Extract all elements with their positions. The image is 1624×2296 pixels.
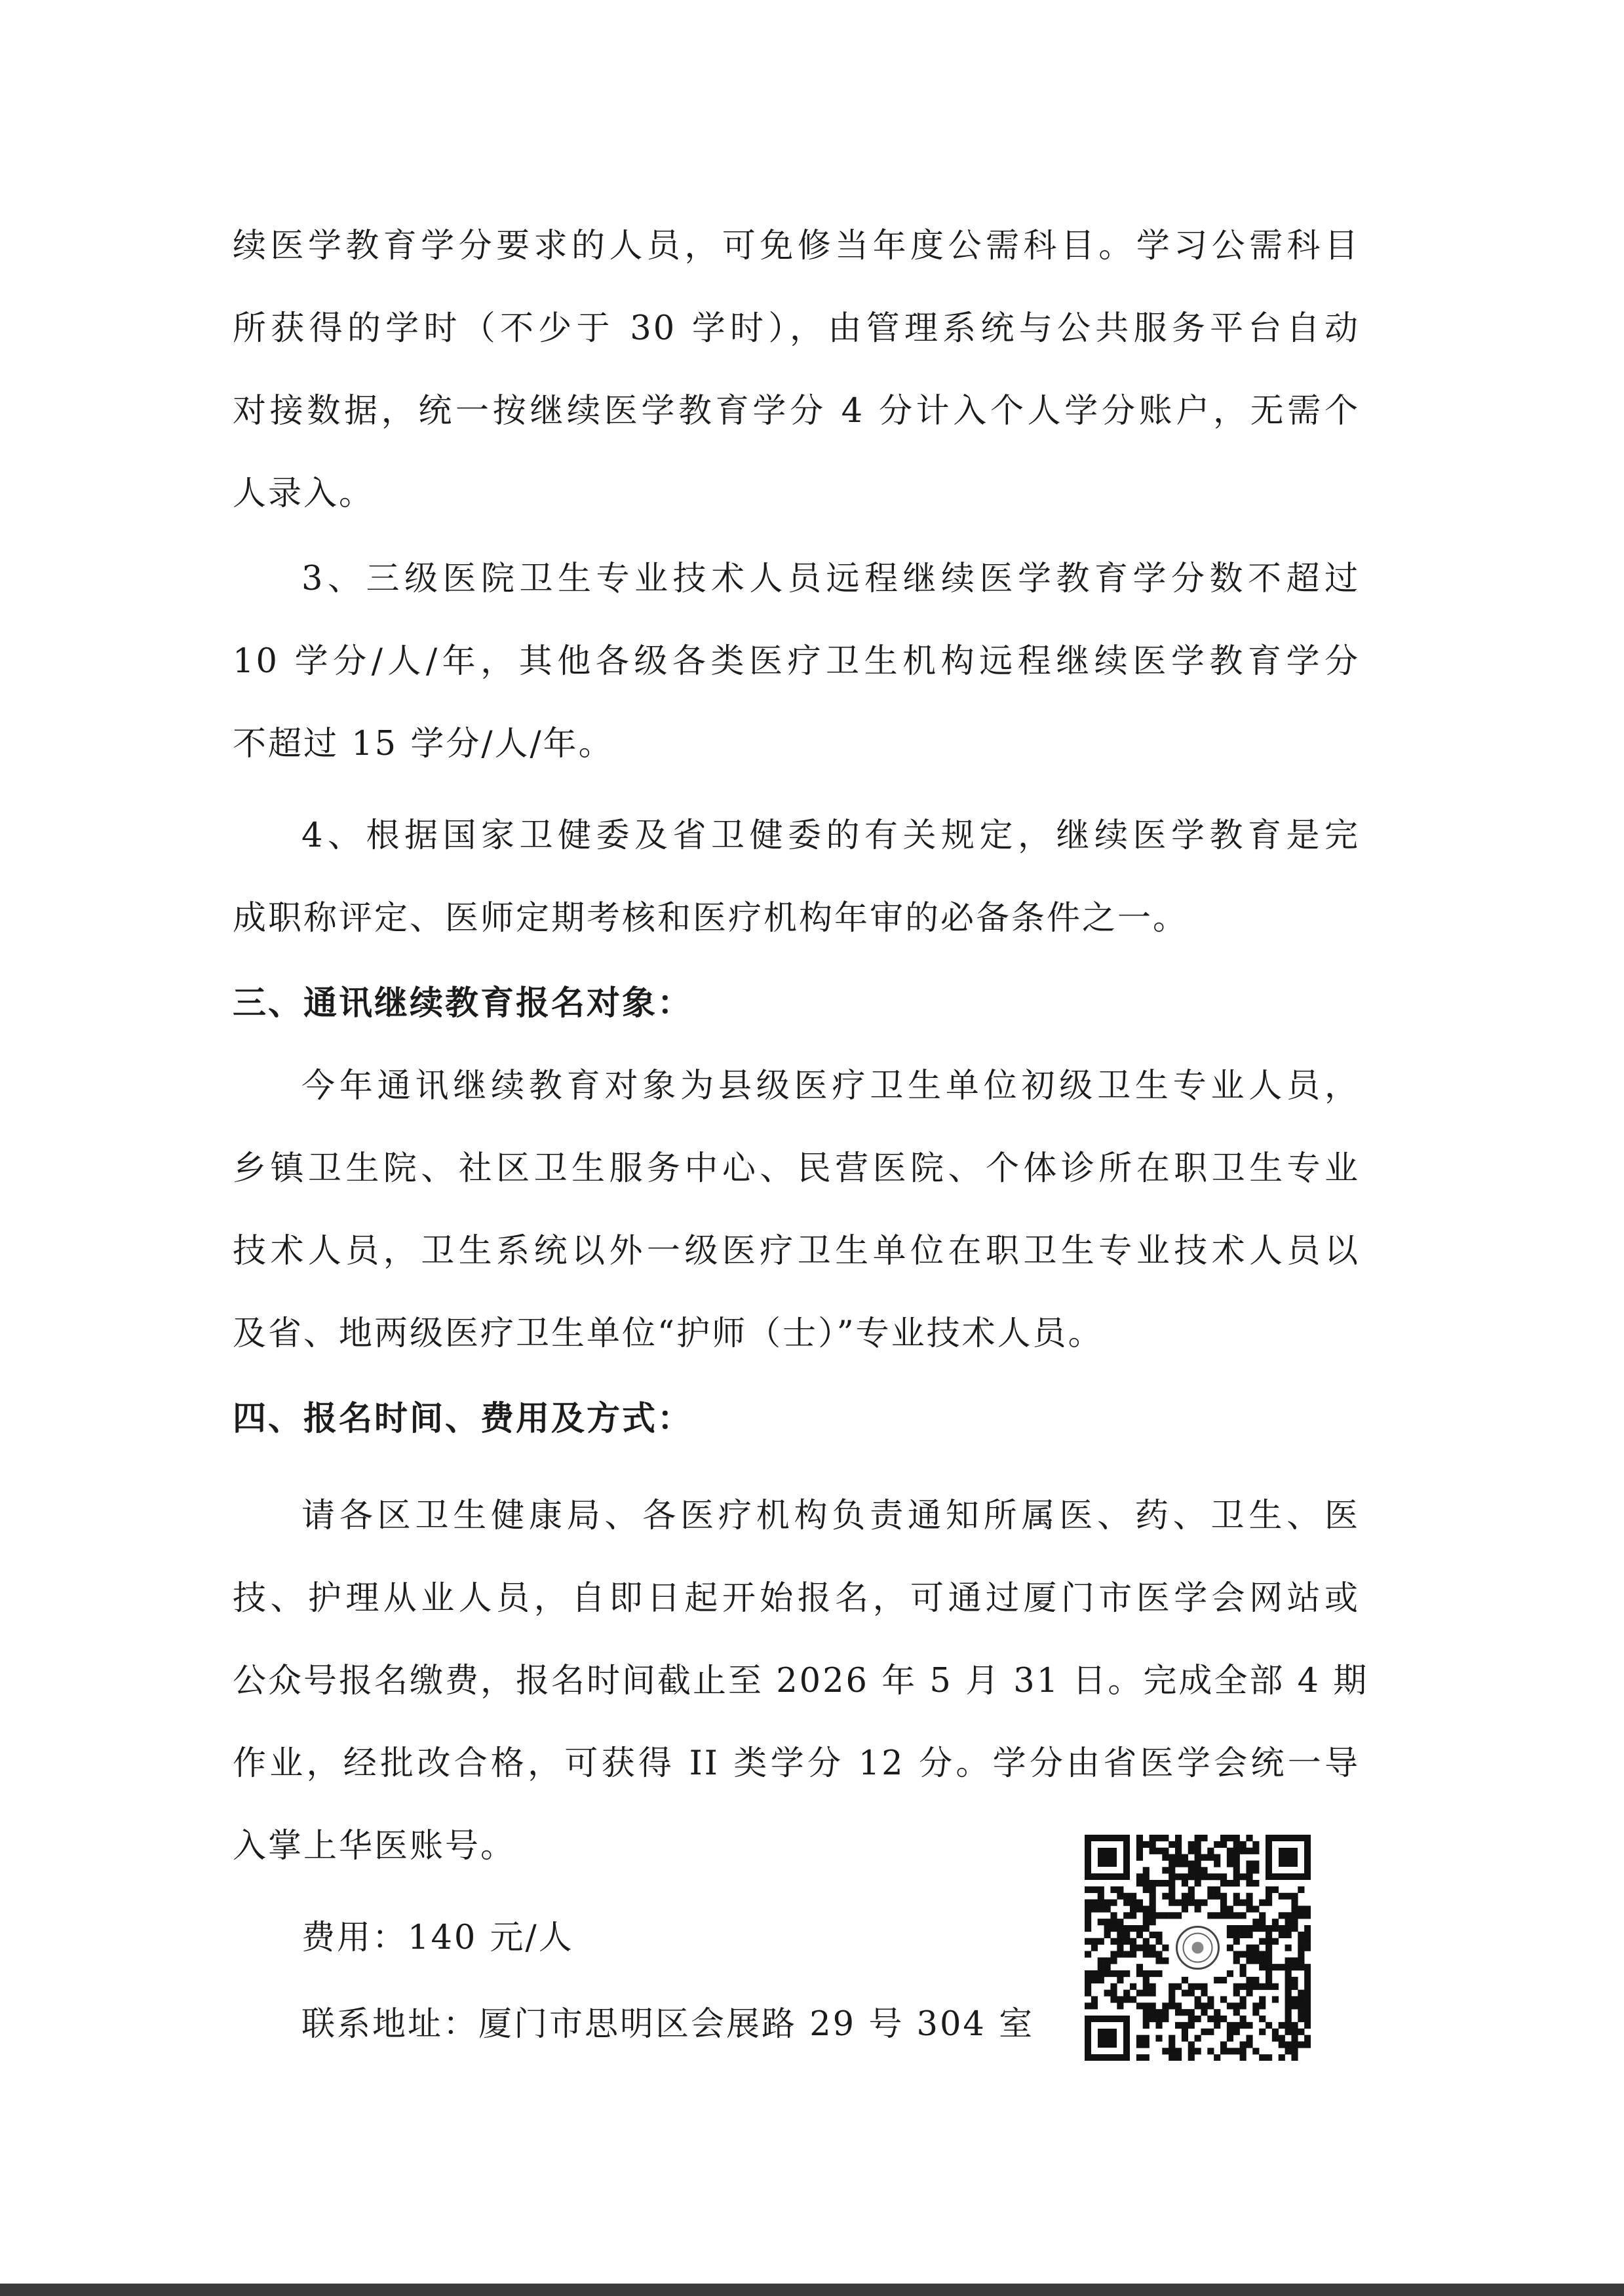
qr-center-logo	[1173, 1923, 1222, 1972]
section4-line: 请各区卫生健康局、各医疗机构负责通知所属医、药、卫生、医	[301, 1497, 1360, 1535]
section3-line: 乡镇卫生院、社区卫生服务中心、民营医院、个体诊所在职卫生专业	[233, 1149, 1360, 1188]
item4-line: 成职称评定、医师定期考核和医疗机构年审的必备条件之一。	[233, 899, 1189, 938]
item3-line: 10 学分/人/年，其他各级各类医疗卫生机构远程继续医学教育学分	[233, 642, 1360, 681]
paragraph-line: 所获得的学时（不少于 30 学时），由管理系统与公共服务平台自动	[233, 309, 1360, 348]
fee-line: 费用：140 元/人	[301, 1919, 574, 1957]
qr-finder-top-left	[1085, 1835, 1130, 1880]
section3-heading: 三、通讯继续教育报名对象：	[233, 984, 693, 1023]
paragraph-line: 续医学教育学分要求的人员，可免修当年度公需科目。学习公需科目	[233, 227, 1360, 265]
qr-finder-top-right	[1266, 1835, 1311, 1880]
item4-line: 4、根据国家卫健委及省卫健委的有关规定，继续医学教育是完	[301, 816, 1360, 855]
item3-line: 不超过 15 学分/人/年。	[233, 725, 614, 763]
item3-line: 3、三级医院卫生专业技术人员远程继续医学教育学分数不超过	[301, 560, 1360, 598]
address-line: 联系地址：厦门市思明区会展路 29 号 304 室	[301, 2005, 1035, 2044]
scan-bottom-edge	[0, 2284, 1624, 2296]
section3-line: 及省、地两级医疗卫生单位“护师（士）”专业技术人员。	[233, 1314, 1104, 1353]
section3-line: 今年通讯继续教育对象为县级医疗卫生单位初级卫生专业人员，	[301, 1067, 1360, 1105]
section4-line: 入掌上华医账号。	[233, 1827, 516, 1866]
qr-finder-bottom-left	[1085, 2016, 1130, 2061]
section4-line: 作业，经批改合格，可获得 II 类学分 12 分。学分由省医学会统一导	[233, 1744, 1360, 1783]
paragraph-line: 人录入。	[233, 474, 375, 513]
qr-code-icon[interactable]	[1085, 1835, 1311, 2061]
section3-line: 技术人员，卫生系统以外一级医疗卫生单位在职卫生专业技术人员以	[233, 1232, 1360, 1271]
paragraph-line: 对接数据，统一按继续医学教育学分 4 分计入个人学分账户，无需个	[233, 392, 1360, 430]
section4-line: 公众号报名缴费，报名时间截止至 2026 年 5 月 31 日。完成全部 4 期	[233, 1662, 1369, 1700]
section4-line: 技、护理从业人员，自即日起开始报名，可通过厦门市医学会网站或	[233, 1579, 1360, 1618]
section4-heading: 四、报名时间、费用及方式：	[233, 1400, 693, 1438]
